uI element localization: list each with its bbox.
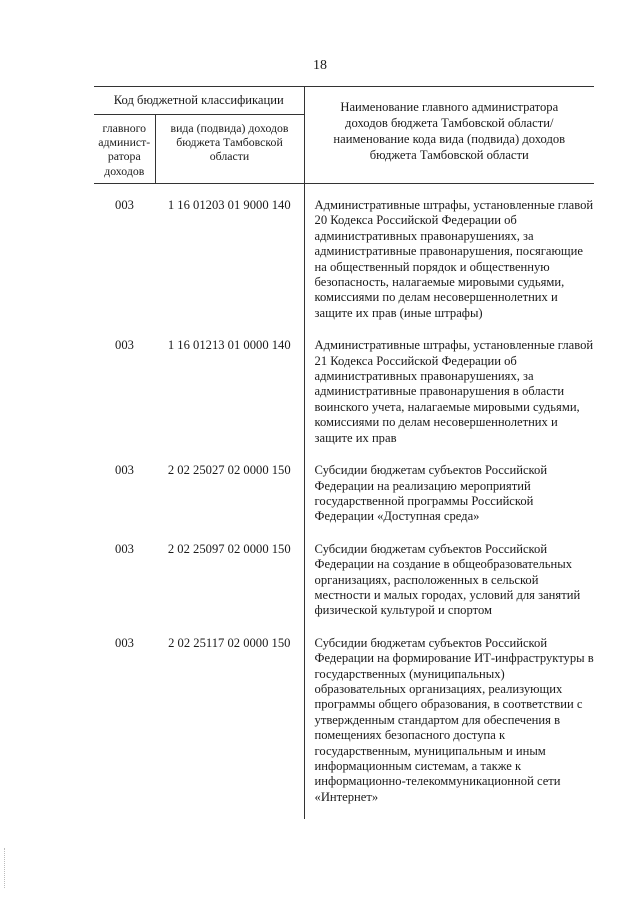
header-group-title: Код бюджетной классификации <box>94 87 304 115</box>
income-name-cell: Субсидии бюджетам субъектов Российской Федерации на формирование ИТ-инфраструктуры в государственных (муниципальных) образовательных организациях, реализующих программы общего образования, в соответствии с утвержденным стандартом для обеспечения в помещениях безопасного доступа к государственным, муниципальным и иным информационным системам, а также к информационно-телекоммуникационной сети «Интернет» <box>304 633 594 819</box>
budget-classification-table-wrapper <box>94 86 594 819</box>
table-row <box>94 633 594 819</box>
income-code-cell: 1 16 01213 01 0000 140 <box>167 338 291 353</box>
header-name-column <box>304 87 594 184</box>
income-code-cell: 2 02 25097 02 0000 150 <box>167 541 291 556</box>
income-name-cell: Субсидии бюджетам субъектов Российской Федерации на реализацию мероприятий государственной программы Российской Федерации «Доступная среда» <box>304 460 594 539</box>
admin-code-cell: 003 <box>115 541 134 556</box>
income-code-cell: 1 16 01203 01 9000 140 <box>167 198 291 212</box>
page-number: 18 <box>313 58 327 73</box>
income-name-cell: Административные штрафы, установленные главой 21 Кодекса Российской Федерации об административных правонарушениях, за административные правонарушения в области воинского учета, налагаемые мировыми судьями, комиссиями по делам несовершеннолетних и защите их прав <box>304 335 594 460</box>
table-row <box>94 460 594 539</box>
admin-code-cell: 003 <box>115 463 134 478</box>
income-code-cell: 2 02 25027 02 0000 150 <box>167 463 291 478</box>
header-admin-column: главного админист-ратора доходов <box>94 115 155 184</box>
header-name-text: Наименование главного администратора доходов бюджета Тамбовской области/наименование кода вида (подвида) доходов бюджета Тамбовской области <box>333 100 566 162</box>
income-name-cell: Субсидии бюджетам субъектов Российской Федерации на создание в общеобразовательных организациях, расположенных в сельской местности и малых городах, условий для занятий физической культурой и спортом <box>304 539 594 633</box>
admin-code-cell: 003 <box>115 338 134 353</box>
admin-code-cell: 003 <box>115 198 134 212</box>
table-row <box>94 539 594 633</box>
scan-edge-mark <box>4 848 7 888</box>
admin-code-cell: 003 <box>115 635 134 650</box>
header-code-column: вида (подвида) доходов бюджета Тамбовской области <box>155 115 304 184</box>
income-name-cell: Административные штрафы, установленные главой 20 Кодекса Российской Федерации об административных правонарушениях, за административные правонарушения, посягающие на общественный порядок и общественную безопасность, налагаемые мировыми судьями, комиссиями по делам несовершеннолетних и защите их прав (иные штрафы) <box>304 184 594 336</box>
table-header-row <box>94 87 594 115</box>
table-row <box>94 335 594 460</box>
table-row <box>94 184 594 336</box>
budget-classification-table <box>94 86 594 819</box>
income-code-cell: 2 02 25117 02 0000 150 <box>168 635 291 650</box>
